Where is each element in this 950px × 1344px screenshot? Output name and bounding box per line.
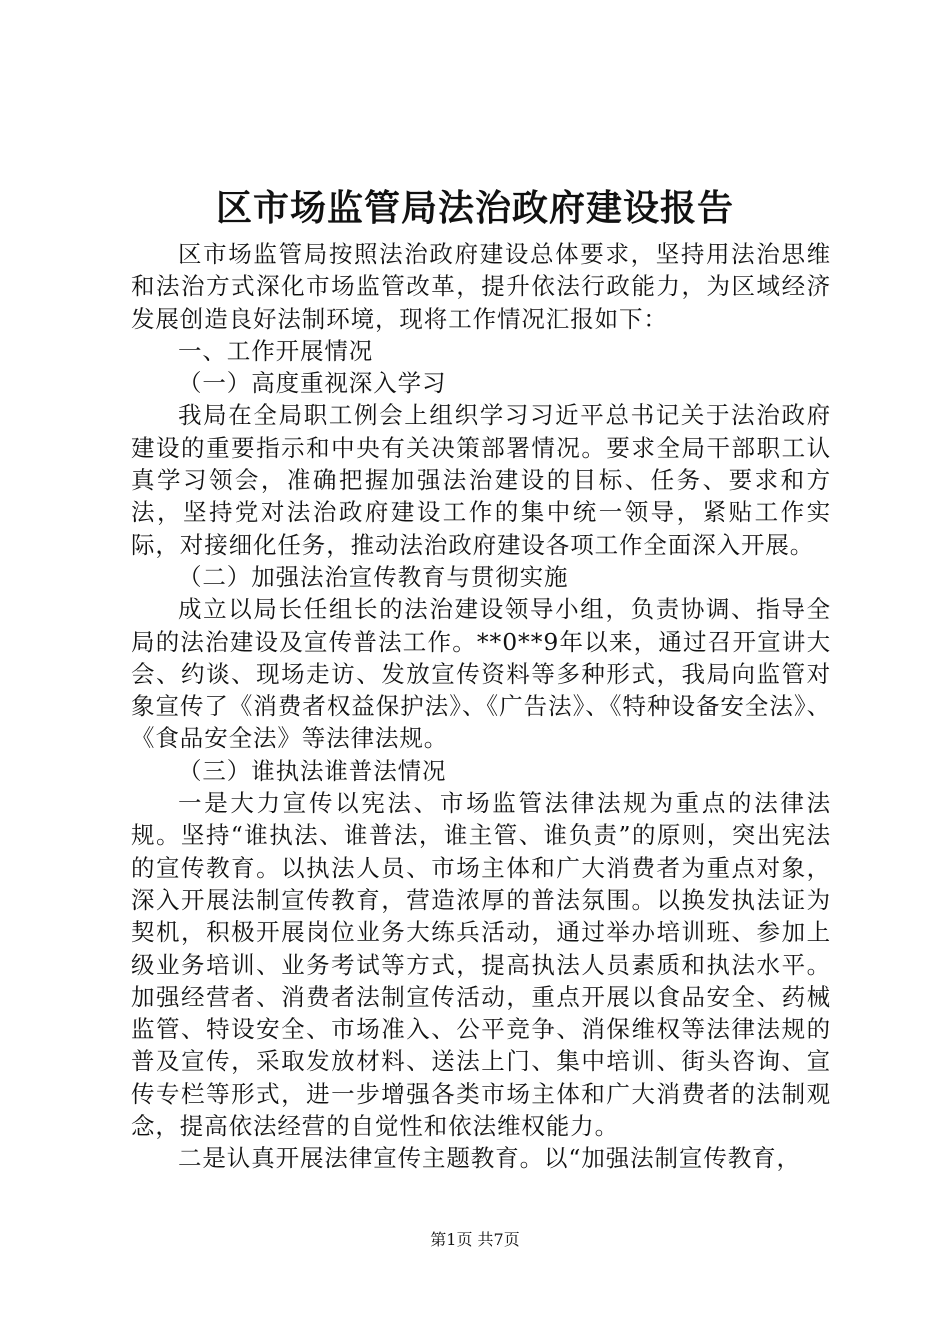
- body-paragraph: 一是大力宣传以宪法、市场监管法律法规为重点的法律法规。坚持“谁执法、谁普法，谁主管、谁负责”的原则，突出宪法的宣传教育。以执法人员、市场主体和广大消费者为重点对象，深入开展法制宣传教育，营造浓厚的普法氛围。以换发执法证为契机，积极开展岗位业务大练兵活动，通过举办培训班、参加上级业务培训、业务考试等方式，提高执法人员素质和执法水平。加强经营者、消费者法制宣传活动，重点开展以食品安全、药械监管、特设安全、市场准入、公平竞争、消保维权等法律法规的普及宣传，采取发放材料、送法上门、集中培训、街头咨询、宣传专栏等形式，进一步增强各类市场主体和广大消费者的法制观念，提高依法经营的自觉性和依法维权能力。: [131, 789, 831, 1141]
- body-paragraph: 二是认真开展法律宣传主题教育。以“加强法制宣传教育，: [178, 1144, 801, 1173]
- subsection-heading: （三）谁执法谁普法情况: [178, 756, 447, 785]
- subsection-heading: （一）高度重视深入学习: [178, 369, 447, 398]
- intro-paragraph: 区市场监管局按照法治政府建设总体要求，坚持用法治思维和法治方式深化市场监管改革，提升依法行政能力，为区域经济发展创造良好法制环境，现将工作情况汇报如下：: [131, 240, 831, 333]
- document-title: 区市场监管局法治政府建设报告: [215, 187, 734, 229]
- subsection-heading: （二）加强法治宣传教育与贯彻实施: [178, 562, 569, 591]
- body-paragraph: 我局在全局职工例会上组织学习习近平总书记关于法治政府建设的重要指示和中央有关决策部署情况。要求全局干部职工认真学习领会，准确把握加强法治建设的目标、任务、要求和方法，坚持党对法治政府建设工作的集中统一领导，紧贴工作实际，对接细化任务，推动法治政府建设各项工作全面深入开展。: [131, 401, 831, 559]
- page-number-footer: 第1页 共7页: [430, 1230, 520, 1249]
- document-body: [131, 238, 831, 1175]
- body-paragraph: 成立以局长任组长的法治建设领导小组，负责协调、指导全局的法治建设及宣传普法工作。**0**9年以来，通过召开宣讲大会、约谈、现场走访、发放宣传资料等多种形式，我局向监管对象宣传了《消费者权益保护法》、《广告法》、《特种设备安全法》、《食品安全法》等法律法规。: [131, 595, 831, 753]
- section-heading: 一、工作开展情况: [178, 336, 374, 365]
